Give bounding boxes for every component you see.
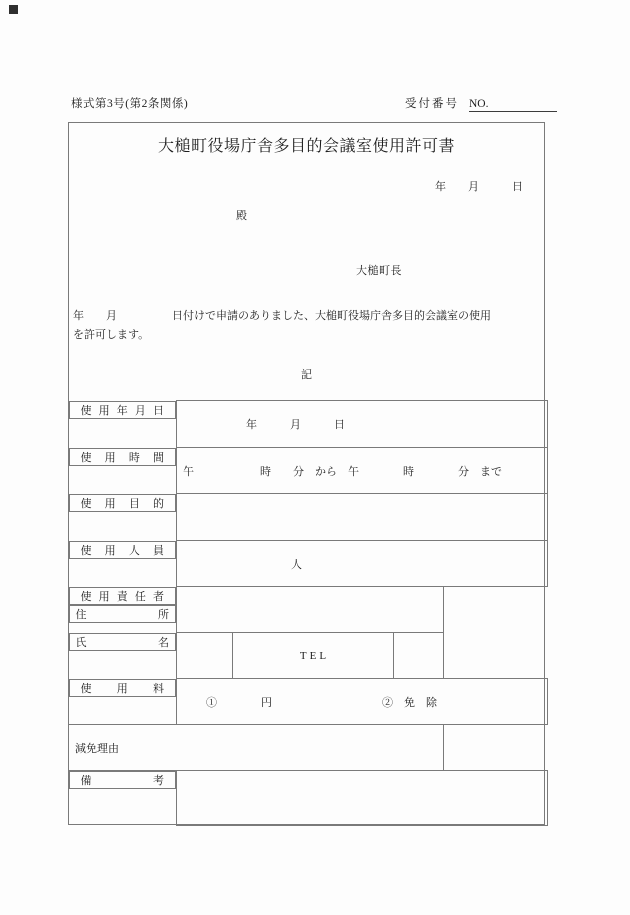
row-use-purpose bbox=[69, 494, 548, 541]
permit-table bbox=[68, 400, 548, 826]
fee-amount-line: ① 円 ② 免 除 bbox=[177, 679, 548, 725]
use-people-value: 人 bbox=[177, 541, 548, 587]
body-line-1: 年 月 日付けで申請のありました、大槌町役場庁舎多目的会議室の使用 bbox=[73, 310, 491, 322]
responsible-name-value bbox=[177, 633, 233, 679]
row-responsible-address bbox=[69, 587, 548, 633]
row-fee-reduction bbox=[69, 725, 548, 771]
document-title: 大槌町役場庁舎多目的会議室使用許可書 bbox=[157, 138, 455, 155]
notice-marker: 記 bbox=[301, 369, 312, 381]
use-date-value: 年 月 日 bbox=[177, 401, 548, 448]
remarks-label: 備 考 bbox=[69, 771, 177, 789]
fee-label: 使 用 料 bbox=[69, 679, 177, 697]
row-fee-amount bbox=[69, 679, 548, 725]
body-line-2: を許可します。 bbox=[73, 329, 150, 341]
responsible-name-label: 氏 名 bbox=[69, 633, 177, 651]
row-use-date bbox=[69, 401, 548, 448]
row-responsible-name bbox=[69, 633, 548, 679]
responsible-address-label: 住 所 bbox=[69, 605, 177, 623]
use-people-label: 使 用 人 員 bbox=[69, 541, 177, 559]
row-use-people bbox=[69, 541, 548, 587]
use-date-label: 使 用 年 月 日 bbox=[69, 401, 177, 419]
receipt-number-underline bbox=[469, 98, 557, 112]
issuer-name: 大槌町長 bbox=[356, 265, 402, 277]
form-code: 様式第3号(第2条関係) bbox=[71, 98, 189, 110]
receipt-number-value: NO. bbox=[469, 98, 489, 110]
addressee-honorific: 殿 bbox=[236, 210, 247, 222]
receipt-number-label: 受付番号 bbox=[405, 98, 459, 110]
remarks-value bbox=[177, 771, 548, 826]
use-time-label: 使 用 時 間 bbox=[69, 448, 177, 466]
responsible-label: 使 用 責 任 者 bbox=[69, 587, 177, 605]
use-purpose-label: 使 用 目 的 bbox=[69, 494, 177, 512]
tel-value bbox=[394, 633, 444, 679]
permit-document-box bbox=[68, 122, 545, 825]
row-remarks bbox=[69, 771, 548, 826]
issue-date-line: 年 月 日 bbox=[435, 181, 523, 193]
scan-artifact bbox=[9, 5, 18, 14]
receipt-number bbox=[405, 95, 557, 112]
use-time-value: 午 時 分 から 午 時 分 まで bbox=[177, 448, 548, 494]
tel-label: TEL bbox=[233, 633, 394, 679]
row-use-time bbox=[69, 448, 548, 494]
body-paragraph bbox=[73, 307, 543, 345]
use-purpose-value bbox=[177, 494, 548, 541]
fee-reduction-label: 減免理由 bbox=[69, 725, 444, 771]
responsible-address-value bbox=[177, 587, 444, 633]
